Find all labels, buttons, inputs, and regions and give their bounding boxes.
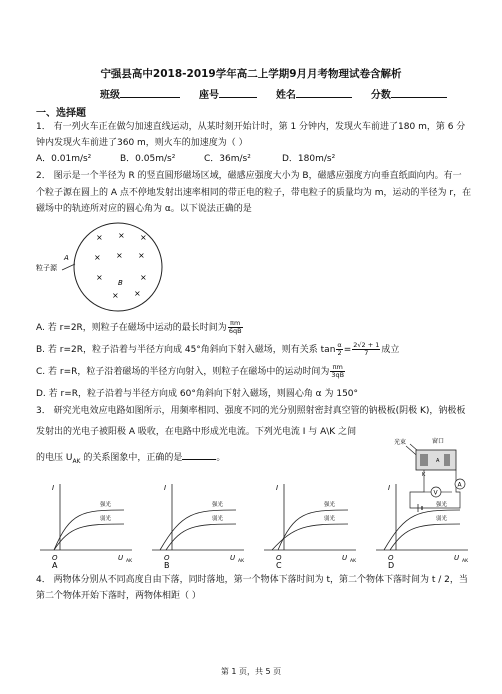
axis-i-label: I bbox=[52, 484, 55, 492]
q2-option-b-text: B. 若 r=2R，粒子沿着与半径方向成 45°角斜向下射入磁场，则有关系 tan bbox=[36, 345, 336, 355]
q2-option-b-tail: 成立 bbox=[381, 345, 400, 355]
q3-line2: 发射出的光电子被阳极 A 吸收，在电路中形成光电流。下列光电流 I 与 A\K 之间 bbox=[36, 427, 357, 437]
q1-option-c: C．36m/s² bbox=[204, 154, 251, 164]
q2-option-c bbox=[36, 364, 346, 379]
page-footer: 第 1 页，共 5 页 bbox=[220, 667, 282, 676]
axis-u-label: U bbox=[118, 554, 124, 562]
score-label: 分数 bbox=[370, 90, 391, 101]
iu-graph-0 bbox=[40, 484, 133, 570]
cathode-label: K bbox=[422, 472, 426, 478]
anode-plate bbox=[444, 454, 450, 466]
strong-light-curve bbox=[160, 510, 236, 550]
field-cross-mark: × bbox=[96, 233, 103, 242]
axis-u-sub: AK bbox=[350, 559, 357, 564]
graph-option-label: A bbox=[52, 561, 58, 570]
q3-line3-sub: AK bbox=[72, 457, 81, 465]
q1-line1: 1． 有一列火车正在做匀加速直线运动，从某时刻开始计时，第 1 分钟内，发现火车前进了180 m，第 6 分 bbox=[36, 122, 466, 132]
field-cross-mark: × bbox=[96, 273, 103, 282]
field-cross-mark: × bbox=[116, 251, 123, 260]
light-beam-label: 光束 bbox=[394, 439, 407, 446]
axis-i-label: I bbox=[388, 484, 391, 492]
strong-light-label: 强光 bbox=[100, 502, 112, 508]
strong-light-label: 强光 bbox=[324, 502, 336, 508]
q2-option-c-fraction bbox=[330, 364, 345, 379]
strong-light-curve bbox=[384, 510, 460, 550]
fraction-den: 6qB bbox=[228, 327, 242, 335]
score-blank bbox=[391, 87, 447, 98]
q3-line3-post: 的关系图象中，正确的是 bbox=[80, 453, 183, 463]
field-cross-mark: × bbox=[112, 291, 119, 300]
q2-option-c-text: C. 若 r=R，粒子沿着磁场的半径方向射入，则粒子在磁场中的运动时间为 bbox=[36, 367, 330, 377]
graph-option-label: D bbox=[388, 561, 395, 570]
axis-u-sub: AK bbox=[462, 559, 469, 564]
weak-light-curve bbox=[272, 524, 348, 550]
q4-line2: 第二个物体开始下落时，两物体相距（ ） bbox=[36, 591, 201, 601]
fraction-num: πm bbox=[228, 320, 243, 328]
q3-answer-blank bbox=[182, 449, 216, 460]
q2-line3: 磁场中的轨迹所对应的圆心角为 α。以下说法正确的是 bbox=[36, 204, 252, 214]
weak-light-curve bbox=[54, 524, 124, 550]
point-b-label: B bbox=[118, 279, 123, 287]
weak-light-label: 弱光 bbox=[436, 516, 448, 522]
weak-light-label: 弱光 bbox=[324, 516, 336, 522]
field-cross-mark: × bbox=[138, 251, 145, 260]
ammeter-label: A bbox=[457, 481, 462, 489]
iu-graph-3 bbox=[376, 481, 469, 570]
q2-line1: 2． 图示是一个半径为 R 的竖直圆形磁场区域，磁感应强度大小为 B，磁感应强度方向垂直纸面向内。有一 bbox=[36, 171, 462, 181]
field-cross-mark: × bbox=[94, 253, 101, 262]
strong-light-curve bbox=[278, 510, 348, 550]
class-blank bbox=[120, 87, 180, 98]
q2-option-b-fraction-1 bbox=[336, 342, 342, 357]
field-cross-mark: × bbox=[134, 289, 141, 298]
fraction-num: α bbox=[337, 341, 342, 349]
iu-graph-1 bbox=[152, 484, 245, 570]
fraction-num: 2√2 + 1 bbox=[353, 341, 380, 349]
anode-label: A bbox=[436, 458, 440, 464]
q1-option-d: D．180m/s² bbox=[282, 154, 336, 164]
q2-option-a-text: A. 若 r=2R，则粒子在磁场中运动的最长时间为 bbox=[36, 323, 227, 333]
field-cross-mark: × bbox=[140, 233, 147, 242]
q2-option-a bbox=[36, 320, 244, 335]
q3-line3-end: 。 bbox=[216, 453, 226, 463]
iu-graph-group bbox=[40, 481, 469, 570]
axis-u-label: U bbox=[230, 554, 236, 562]
field-cross-mark: × bbox=[118, 231, 125, 240]
weak-light-label: 弱光 bbox=[212, 516, 224, 522]
strong-light-label: 强光 bbox=[212, 502, 224, 508]
q1-option-a: A．0.01m/s² bbox=[36, 154, 92, 164]
field-cross-mark: × bbox=[140, 273, 147, 282]
fraction-den: 3qB bbox=[331, 371, 345, 379]
origin-label: O bbox=[276, 554, 282, 562]
strong-light-label: 强光 bbox=[436, 502, 448, 508]
name-blank bbox=[296, 87, 352, 98]
q3-line3-text: 的电压 U bbox=[36, 453, 73, 463]
magnetic-field-figure bbox=[34, 218, 164, 318]
q2-line2: 个粒子源在圆上的 A 点不停地发射出速率相同的带正电的粒子，带电粒子的质量均为 m，运动的半径为 r，在 bbox=[36, 188, 472, 198]
q1-option-b: B．0.05m/s² bbox=[120, 154, 176, 164]
weak-light-curve bbox=[166, 524, 236, 550]
class-label: 班级 bbox=[100, 90, 120, 101]
source-arrow bbox=[62, 264, 75, 270]
q2-option-b-fraction-2 bbox=[352, 342, 380, 357]
axis-i-label: I bbox=[164, 484, 167, 492]
field-crosses bbox=[94, 231, 147, 300]
voltmeter-label: V bbox=[433, 489, 438, 497]
q4-line1: 4． 两物体分别从不同高度自由下落，同时落地，第一个物体下落时间为 t，第二个物体下落时间为 t / 2，当 bbox=[36, 575, 468, 585]
q1-line2: 钟内发现火车前进了360 m，则火车的加速度为（ ） bbox=[36, 138, 248, 148]
origin-label: O bbox=[388, 554, 394, 562]
origin-label: O bbox=[164, 554, 170, 562]
page-title: 宁强县高中2018-2019学年高二上学期9月月考物理试卷含解析 bbox=[100, 68, 402, 80]
name-label: 姓名 bbox=[275, 90, 296, 101]
cathode-plate bbox=[420, 454, 428, 466]
particle-source-label: 粒子源 bbox=[36, 264, 57, 272]
q2-option-b bbox=[36, 342, 399, 357]
seat-label: 座号 bbox=[198, 90, 219, 101]
axis-u-sub: AK bbox=[126, 559, 133, 564]
axis-u-label: U bbox=[454, 554, 460, 562]
fraction-den: 7 bbox=[364, 349, 369, 357]
origin-label: O bbox=[52, 554, 58, 562]
weak-light-curve bbox=[390, 524, 460, 550]
strong-light-curve bbox=[54, 510, 124, 550]
section-heading: 一、选择题 bbox=[36, 108, 86, 119]
q2-option-a-fraction bbox=[228, 320, 243, 335]
q3-line3 bbox=[36, 449, 225, 468]
seat-blank bbox=[219, 87, 257, 98]
window-label: 窗口 bbox=[432, 438, 445, 445]
axis-u-sub: AK bbox=[238, 559, 245, 564]
graph-option-label: C bbox=[276, 561, 282, 570]
graph-option-label: B bbox=[164, 561, 170, 570]
q3-line1: 3． 研究光电效应电路如图所示，用频率相同、强度不同的光分别照射密封真空管的钠极板(阴极 K)，钠极板 bbox=[36, 406, 466, 416]
weak-light-label: 弱光 bbox=[100, 516, 112, 522]
iu-graphs bbox=[40, 478, 469, 570]
axis-u-label: U bbox=[342, 554, 348, 562]
fraction-num: πm bbox=[330, 364, 345, 372]
q2-option-d: D. 若 r=R，粒子沿着与半径方向成 60°角斜向下射入磁场，则圆心角 α 为 150° bbox=[36, 389, 359, 399]
axis-i-label: I bbox=[276, 484, 279, 492]
student-info-line bbox=[100, 86, 447, 101]
equals-sign: = bbox=[343, 345, 352, 355]
iu-graph-2 bbox=[264, 484, 357, 570]
point-a-label: A bbox=[64, 254, 69, 262]
fraction-den: 2 bbox=[337, 349, 342, 357]
